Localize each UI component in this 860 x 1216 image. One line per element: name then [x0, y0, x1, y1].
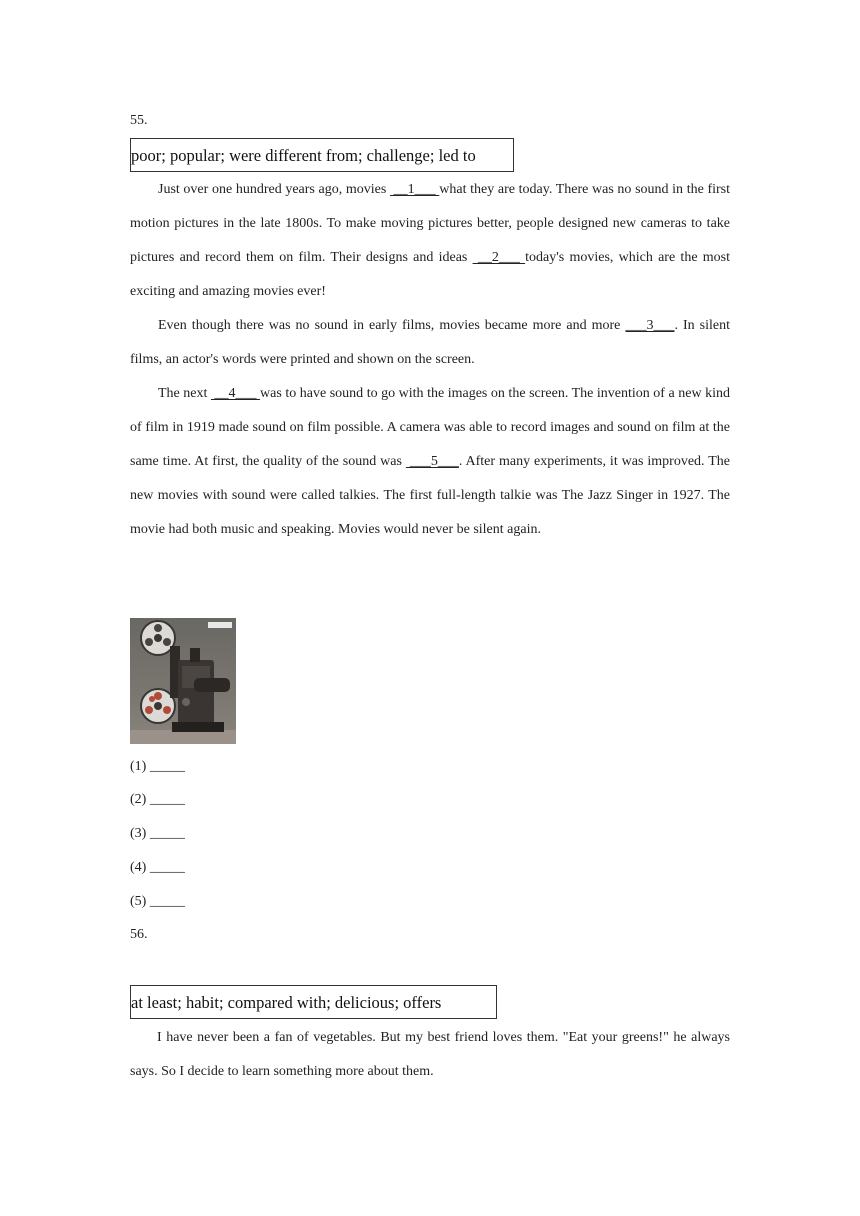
- answer-blank-2[interactable]: (2) _____: [130, 792, 185, 807]
- blank-2: __2___: [472, 250, 526, 265]
- question-number-56: 56.: [130, 927, 148, 942]
- answer-blank-3[interactable]: (3) _____: [130, 826, 185, 841]
- passage-paragraph-2: [130, 309, 730, 377]
- passage-paragraph-1: [130, 173, 730, 309]
- word-box-55: poor; popular; were different from; challenge; led to: [130, 138, 514, 172]
- blank-3: ___3___: [625, 318, 675, 333]
- text: was to have sound to go with the images on the screen. The invention of a new kind of film in 1919 made sound on film possible. A camera was able to record images and sound on film at the same time. At first, the quality of the sound was: [130, 386, 731, 469]
- text: Just over one hundred years ago, movies: [158, 182, 390, 197]
- blank-5: ___5___: [405, 454, 459, 469]
- text: I have never been a fan of vegetables. But my best friend loves them. "Eat your greens!" he always says. So I decide to learn something more about them.: [130, 1030, 730, 1079]
- text: Even though there was no sound in early films, movies became more and more: [158, 318, 626, 333]
- question-number-55: 55.: [130, 113, 148, 128]
- text: what they are today. There was no sound in the first motion pictures in the late 1800s. To make moving pictures better, people designed new cameras to take pictures and record them on film. Their designs and ideas: [130, 182, 731, 265]
- text: . After many experiments, it was improved. The new movies with sound were called talkies. The first full-length talkie was The Jazz Singer in 1927. The movie had both music and speaking. Movies would never be silent again.: [130, 454, 730, 537]
- film-projector-photo: [130, 618, 236, 744]
- passage-paragraph-3: [130, 377, 730, 547]
- film-projector-icon: [130, 618, 236, 744]
- word-box-56: at least; habit; compared with; delicious; offers: [130, 985, 497, 1019]
- text: The next: [158, 386, 211, 401]
- text: today's movies, which are the most exciting and amazing movies ever!: [130, 250, 731, 299]
- blank-4: __4___: [210, 386, 261, 401]
- answer-blank-5[interactable]: (5) _____: [130, 894, 185, 909]
- blank-1: __1___: [389, 182, 440, 197]
- passage-paragraph-56-1: [130, 1021, 730, 1089]
- answer-blank-4[interactable]: (4) _____: [130, 860, 185, 875]
- answer-blank-1[interactable]: (1) _____: [130, 759, 185, 774]
- text: . In silent films, an actor's words were printed and shown on the screen.: [130, 318, 731, 367]
